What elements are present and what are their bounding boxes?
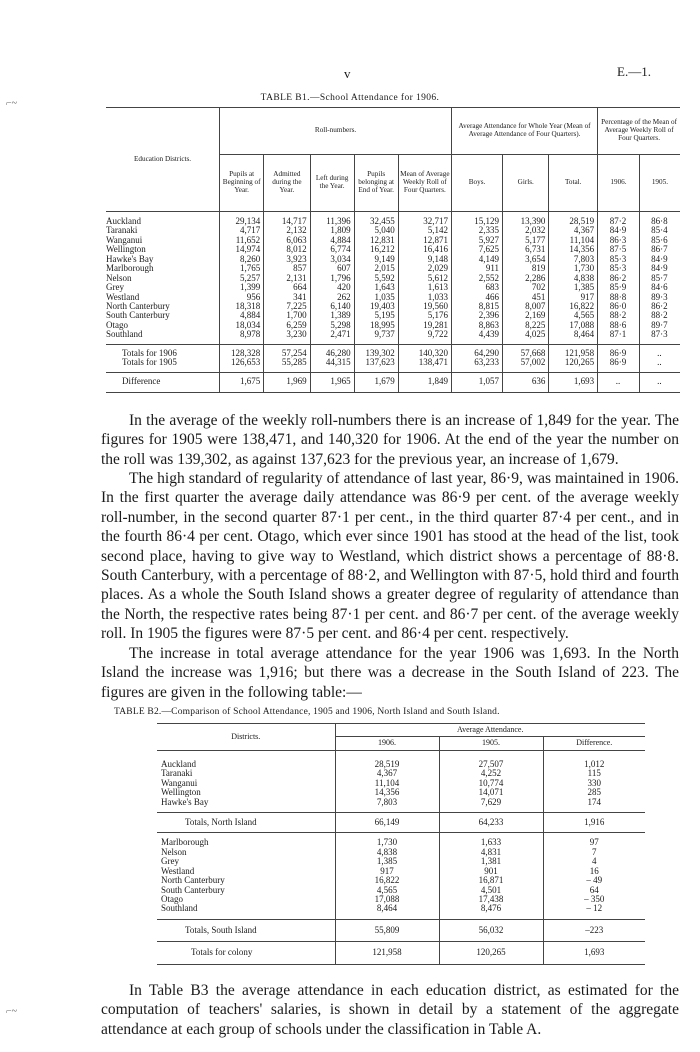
cell-value: 14,717 — [264, 212, 310, 227]
cell-value: 2,471 — [310, 330, 354, 344]
cell-value: 1,389 — [310, 311, 354, 320]
cell-value: 330 — [543, 779, 645, 788]
district-name: Totals for 1905 — [122, 357, 177, 368]
cell-value: 88·2 — [598, 311, 640, 320]
cell-value: 1,679 — [354, 372, 398, 392]
cell-value: – 12 — [543, 904, 645, 919]
cell-value: 138,471 — [398, 358, 451, 372]
cell-value: .. — [639, 344, 680, 358]
cell-value: .. — [598, 372, 640, 392]
cell-value: 8,464 — [549, 330, 598, 344]
cell-value: 4,025 — [503, 330, 549, 344]
cell-value: 1,969 — [264, 372, 310, 392]
paragraph-1: In the average of the weekly roll-numbers there is an increase of 1,849 for the year. The figures for 1905 were 138,471, and 140,320 for 1906. At the end of the year the number on the roll was 139,302, as against 137,623 for the previous year, an increase of 1,679. — [101, 412, 679, 468]
district-name: Totals, South Island — [185, 924, 257, 935]
cell-value: 13,390 — [503, 212, 549, 227]
district-name: Nelson — [161, 846, 187, 857]
district-name: Westland — [161, 865, 195, 876]
cell-value: 6,140 — [310, 302, 354, 311]
cell-value: 7,225 — [264, 302, 310, 311]
cell-value: 86·0 — [598, 302, 640, 311]
cell-value: 683 — [452, 283, 503, 292]
cell-value: 55,285 — [264, 358, 310, 372]
cell-value: 85·6 — [639, 236, 680, 245]
cell-value: 1,613 — [398, 283, 451, 292]
cell-value: 1,693 — [549, 372, 598, 392]
paragraph-3: The increase in total average attendance for the year 1906 was 1,693. In the North Island the increase was 1,916; but there was a decrease in the South Island of 223. The figures are given in the following table:— — [101, 645, 679, 701]
cell-value: – 350 — [543, 895, 645, 904]
cell-value: 32,717 — [398, 212, 451, 227]
table-row — [106, 212, 680, 227]
district-name: Hawke's Bay — [106, 253, 154, 264]
totals-row — [106, 344, 680, 358]
b2-col-difference: Difference. — [543, 737, 645, 750]
cell-value: 1,730 — [335, 833, 439, 848]
cell-value: 1,643 — [354, 283, 398, 292]
cell-value: 27,507 — [439, 750, 543, 769]
cell-value: 2,396 — [452, 311, 503, 320]
cell-value: 15,129 — [452, 212, 503, 227]
table-row — [157, 769, 645, 778]
cell-value: 89·7 — [639, 321, 680, 330]
cell-value: 12,871 — [398, 236, 451, 245]
cell-value: 5,592 — [354, 274, 398, 283]
cell-value: 19,281 — [398, 321, 451, 330]
b1-col-mean: Mean of Average Weekly Roll of Four Quarters. — [398, 155, 451, 212]
cell-value: 4,367 — [335, 769, 439, 778]
cell-value: 126,653 — [220, 358, 264, 372]
cell-value: 466 — [452, 293, 503, 302]
cell-value: 2,335 — [452, 226, 503, 235]
difference-row — [106, 372, 680, 392]
cell-value: 6,259 — [264, 321, 310, 330]
cell-value: 85·3 — [598, 264, 640, 273]
cell-value: 7,625 — [452, 245, 503, 254]
cell-value: 14,356 — [549, 245, 598, 254]
cell-value: 4,565 — [335, 886, 439, 895]
cell-value: 16,416 — [398, 245, 451, 254]
cell-value: 2,286 — [503, 274, 549, 283]
cell-value: 1,916 — [543, 812, 645, 832]
cell-value: 14,071 — [439, 788, 543, 797]
cell-value: 917 — [335, 867, 439, 876]
cell-value: 1,381 — [439, 857, 543, 866]
b1-roll-group-header: Roll-numbers. — [220, 108, 452, 155]
district-name: Southland — [161, 903, 198, 914]
district-name: Totals for colony — [191, 947, 253, 958]
cell-value: 87·2 — [598, 212, 640, 227]
district-name: South Canterbury — [106, 310, 170, 321]
b1-col-girls: Girls. — [503, 155, 549, 212]
cell-value: 12,831 — [354, 236, 398, 245]
cell-value: 5,177 — [503, 236, 549, 245]
cell-value: 14,356 — [335, 788, 439, 797]
cell-value: 1,849 — [398, 372, 451, 392]
cell-value: 1,033 — [398, 293, 451, 302]
cell-value: 7,803 — [335, 798, 439, 813]
cell-value: 1,730 — [549, 264, 598, 273]
cell-value: 64 — [543, 886, 645, 895]
cell-value: 2,132 — [264, 226, 310, 235]
cell-value: 86·7 — [639, 245, 680, 254]
cell-value: 4,831 — [439, 848, 543, 857]
cell-value: 4,149 — [452, 255, 503, 264]
cell-value: .. — [639, 358, 680, 372]
b2-col-1905: 1905. — [439, 737, 543, 750]
b1-col-1906: 1906. — [598, 155, 640, 212]
table-b2 — [157, 723, 645, 965]
cell-value: 5,612 — [398, 274, 451, 283]
cell-value: 4,439 — [452, 330, 503, 344]
cell-value: 2,015 — [354, 264, 398, 273]
cell-value: 18,995 — [354, 321, 398, 330]
cell-value: 7,629 — [439, 798, 543, 813]
cell-value: 901 — [439, 867, 543, 876]
cell-value: 3,034 — [310, 255, 354, 264]
cell-value: 607 — [310, 264, 354, 273]
cell-value: 1,796 — [310, 274, 354, 283]
cell-value: 84·9 — [598, 226, 640, 235]
cell-value: 4,717 — [220, 226, 264, 235]
cell-value: 29,134 — [220, 212, 264, 227]
cell-value: 702 — [503, 283, 549, 292]
cell-value: 11,104 — [335, 779, 439, 788]
cell-value: .. — [639, 372, 680, 392]
cell-value: 5,298 — [310, 321, 354, 330]
cell-value: 4,252 — [439, 769, 543, 778]
cell-value: 1,385 — [335, 857, 439, 866]
table-b1 — [106, 107, 680, 393]
cell-value: 8,863 — [452, 321, 503, 330]
cell-value: 1,700 — [264, 311, 310, 320]
cell-value: 89·3 — [639, 293, 680, 302]
b2-body — [157, 750, 645, 964]
table-row — [106, 330, 680, 344]
table-row — [157, 788, 645, 797]
cell-value: 88·2 — [639, 311, 680, 320]
cell-value: 9,737 — [354, 330, 398, 344]
cell-value: 1,765 — [220, 264, 264, 273]
cell-value: 28,519 — [549, 212, 598, 227]
district-name: Wanganui — [106, 234, 143, 245]
b1-col-1905: 1905. — [639, 155, 680, 212]
district-name: Difference — [122, 375, 161, 386]
cell-value: – 49 — [543, 876, 645, 885]
district-name: Hawke's Bay — [161, 796, 209, 807]
cell-value: 139,302 — [354, 344, 398, 358]
cell-value: 85·7 — [639, 274, 680, 283]
district-name: Marlborough — [161, 837, 209, 848]
cell-value: 1,675 — [220, 372, 264, 392]
cell-value: 11,104 — [549, 236, 598, 245]
cell-value: 9,722 — [398, 330, 451, 344]
table-row — [157, 798, 645, 813]
cell-value: 7 — [543, 848, 645, 857]
totals-row — [106, 358, 680, 372]
cell-value: 86·8 — [639, 212, 680, 227]
cell-value: 7,803 — [549, 255, 598, 264]
cell-value: 17,088 — [335, 895, 439, 904]
cell-value: 18,034 — [220, 321, 264, 330]
cell-value: 6,731 — [503, 245, 549, 254]
totals-row — [157, 919, 645, 941]
cell-value: 86·2 — [598, 274, 640, 283]
cell-value: 3,923 — [264, 255, 310, 264]
district-name: Auckland — [106, 216, 141, 226]
district-name: Totals, North Island — [185, 816, 257, 827]
cell-value: 2,169 — [503, 311, 549, 320]
cell-value: 6,063 — [264, 236, 310, 245]
cell-value: 4,884 — [310, 236, 354, 245]
cell-value: 85·9 — [598, 283, 640, 292]
cell-value: 5,040 — [354, 226, 398, 235]
page-number: v — [344, 66, 351, 81]
cell-value: 664 — [264, 283, 310, 292]
cell-value: 64,233 — [439, 812, 543, 832]
cell-value: 9,149 — [354, 255, 398, 264]
cell-value: 9,148 — [398, 255, 451, 264]
table-row — [157, 848, 645, 857]
table-row — [157, 895, 645, 904]
page-reference: E.—1. — [617, 64, 651, 79]
cell-value: 8,476 — [439, 904, 543, 919]
cell-value: 285 — [543, 788, 645, 797]
cell-value: 18,318 — [220, 302, 264, 311]
cell-value: 8,464 — [335, 904, 439, 919]
paragraph-4: In Table B3 the average attendance in each education district, as estimated for the computation of teachers' salaries, is shown in detail by a statement of the aggregate attendance at each group of schools under the classification in Table A. — [101, 982, 679, 1038]
b2-district-header: Districts. — [157, 724, 335, 751]
b2-avg-group-header: Average Attendance. — [335, 724, 645, 737]
cell-value: 1,693 — [543, 942, 645, 964]
cell-value: 911 — [452, 264, 503, 273]
cell-value: 1,399 — [220, 283, 264, 292]
cell-value: 57,254 — [264, 344, 310, 358]
table-row — [157, 867, 645, 876]
cell-value: 86·9 — [598, 344, 640, 358]
cell-value: 1,385 — [549, 283, 598, 292]
cell-value: 6,774 — [310, 245, 354, 254]
cell-value: 66,149 — [335, 812, 439, 832]
table-row — [157, 876, 645, 885]
b2-col-1906: 1906. — [335, 737, 439, 750]
table-row — [157, 779, 645, 788]
b1-col-left: Left during the Year. — [310, 155, 354, 212]
cell-value: 97 — [543, 833, 645, 848]
cell-value: 85·4 — [639, 226, 680, 235]
totals-row — [157, 812, 645, 832]
b1-avg-group-header: Average Attendance for Whole Year (Mean of Average Attendance of Four Quarters). — [452, 108, 598, 155]
table-row — [157, 857, 645, 866]
b1-pct-group-header: Percentage of the Mean of Average Weekly Roll of Four Quarters. — [598, 108, 680, 155]
cell-value: 341 — [264, 293, 310, 302]
cell-value: 4 — [543, 857, 645, 866]
paragraph-2: The high standard of regularity of attendance of last year, 86·9, was maintained in 1906. In the first quarter the average daily attendance was 86·9 per cent. of the average weekly roll-number, in the second quarter 87·1 per cent., in the third quarter 87·4 per cent., and in the fourth 86·4 per cent. Otago, which ever since 1901 has stood at the head of the list, took second place, having to give way to Westland, which district shows a percentage of 88·8. South Canterbury, with a percentage of 88·2, and Wellington with 87·5, hold third and fourth places. As a whole the South Island shows a greater degree of regularity of attendance than the North, the respective rates being 87·1 per cent. and 86·7 per cent. of the average weekly roll. In 1905 the figures were 87·5 per cent. and 86·4 per cent. respectively. — [101, 470, 679, 643]
cell-value: 57,668 — [503, 344, 549, 358]
cell-value: 10,774 — [439, 779, 543, 788]
cell-value: 120,265 — [439, 942, 543, 964]
cell-value: 11,652 — [220, 236, 264, 245]
cell-value: 84·9 — [639, 255, 680, 264]
cell-value: 857 — [264, 264, 310, 273]
cell-value: 16,822 — [335, 876, 439, 885]
district-name: Wellington — [161, 787, 201, 798]
cell-value: 16,871 — [439, 876, 543, 885]
totals-row — [157, 942, 645, 964]
cell-value: 86·3 — [598, 236, 640, 245]
cell-value: 4,565 — [549, 311, 598, 320]
cell-value: 84·6 — [639, 283, 680, 292]
cell-value: 4,838 — [549, 274, 598, 283]
cell-value: 16,212 — [354, 245, 398, 254]
district-name: Nelson — [106, 272, 132, 283]
cell-value: 17,088 — [549, 321, 598, 330]
cell-value: 55,809 — [335, 919, 439, 941]
b1-col-beginning: Pupils at Beginning of Year. — [220, 155, 264, 212]
cell-value: 128,328 — [220, 344, 264, 358]
cell-value: 88·8 — [598, 293, 640, 302]
district-name: Westland — [106, 291, 140, 302]
b1-col-boys: Boys. — [452, 155, 503, 212]
cell-value: 262 — [310, 293, 354, 302]
cell-value: 1,035 — [354, 293, 398, 302]
cell-value: 917 — [549, 293, 598, 302]
margin-mark: ⌐~ — [6, 98, 18, 109]
district-name: Grey — [161, 856, 179, 867]
cell-value: 8,260 — [220, 255, 264, 264]
cell-value: 1,633 — [439, 833, 543, 848]
cell-value: 1,965 — [310, 372, 354, 392]
cell-value: 1,012 — [543, 750, 645, 769]
cell-value: 87·5 — [598, 245, 640, 254]
cell-value: 451 — [503, 293, 549, 302]
cell-value: 17,438 — [439, 895, 543, 904]
cell-value: 5,176 — [398, 311, 451, 320]
district-name: Taranaki — [161, 768, 193, 779]
district-name: Wellington — [106, 244, 146, 255]
b1-col-end: Pupils belonging at End of Year. — [354, 155, 398, 212]
cell-value: 88·6 — [598, 321, 640, 330]
table-b2-title: TABLE B2.—Comparison of School Attendance, 1905 and 1906, North Island and South Island. — [114, 707, 500, 717]
cell-value: –223 — [543, 919, 645, 941]
cell-value: 16 — [543, 867, 645, 876]
cell-value: 3,654 — [503, 255, 549, 264]
cell-value: 420 — [310, 283, 354, 292]
cell-value: 63,233 — [452, 358, 503, 372]
cell-value: 819 — [503, 264, 549, 273]
cell-value: 2,552 — [452, 274, 503, 283]
cell-value: 11,396 — [310, 212, 354, 227]
district-name: Taranaki — [106, 225, 138, 236]
cell-value: 56,032 — [439, 919, 543, 941]
cell-value: 4,501 — [439, 886, 543, 895]
district-name: North Canterbury — [161, 875, 225, 886]
cell-value: 8,007 — [503, 302, 549, 311]
cell-value: 3,230 — [264, 330, 310, 344]
cell-value: 19,560 — [398, 302, 451, 311]
cell-value: 8,012 — [264, 245, 310, 254]
cell-value: 5,195 — [354, 311, 398, 320]
district-name: Southland — [106, 329, 143, 340]
cell-value: 121,958 — [549, 344, 598, 358]
district-name: Wanganui — [161, 777, 198, 788]
cell-value: 2,131 — [264, 274, 310, 283]
district-name: Totals for 1906 — [122, 347, 177, 358]
cell-value: 115 — [543, 769, 645, 778]
table-row — [157, 886, 645, 895]
cell-value: 5,142 — [398, 226, 451, 235]
margin-mark: ⌐~ — [6, 1006, 18, 1017]
cell-value: 86·9 — [598, 358, 640, 372]
cell-value: 85·3 — [598, 255, 640, 264]
district-name: Grey — [106, 282, 124, 293]
cell-value: 2,029 — [398, 264, 451, 273]
cell-value: 8,225 — [503, 321, 549, 330]
district-name: Otago — [106, 319, 128, 330]
cell-value: 120,265 — [549, 358, 598, 372]
cell-value: 32,455 — [354, 212, 398, 227]
cell-value: 636 — [503, 372, 549, 392]
b1-col-admitted: Admitted during the Year. — [264, 155, 310, 212]
cell-value: 4,884 — [220, 311, 264, 320]
cell-value: 19,403 — [354, 302, 398, 311]
table-row — [157, 904, 645, 919]
table-row — [157, 833, 645, 848]
cell-value: 46,280 — [310, 344, 354, 358]
cell-value: 16,822 — [549, 302, 598, 311]
cell-value: 4,838 — [335, 848, 439, 857]
cell-value: 84·9 — [639, 264, 680, 273]
table-row — [157, 750, 645, 769]
cell-value: 64,290 — [452, 344, 503, 358]
district-name: South Canterbury — [161, 884, 225, 895]
cell-value: 137,623 — [354, 358, 398, 372]
district-name: Otago — [161, 894, 183, 905]
cell-value: 14,974 — [220, 245, 264, 254]
cell-value: 1,809 — [310, 226, 354, 235]
cell-value: 8,815 — [452, 302, 503, 311]
cell-value: 28,519 — [335, 750, 439, 769]
table-b1-title: TABLE B1.—School Attendance for 1906. — [260, 93, 440, 103]
cell-value: 57,002 — [503, 358, 549, 372]
cell-value: 2,032 — [503, 226, 549, 235]
b1-col-total: Total. — [549, 155, 598, 212]
district-name: Marlborough — [106, 263, 154, 274]
cell-value: 87·1 — [598, 330, 640, 344]
cell-value: 956 — [220, 293, 264, 302]
cell-value: 4,367 — [549, 226, 598, 235]
cell-value: 86·2 — [639, 302, 680, 311]
b1-body — [106, 212, 680, 393]
cell-value: 5,257 — [220, 274, 264, 283]
cell-value: 8,978 — [220, 330, 264, 344]
district-name: Auckland — [161, 758, 196, 769]
cell-value: 5,927 — [452, 236, 503, 245]
cell-value: 1,057 — [452, 372, 503, 392]
cell-value: 174 — [543, 798, 645, 813]
b1-district-header: Education Districts. — [106, 108, 220, 212]
cell-value: 44,315 — [310, 358, 354, 372]
cell-value: 87·3 — [639, 330, 680, 344]
district-name: North Canterbury — [106, 300, 170, 311]
cell-value: 140,320 — [398, 344, 451, 358]
cell-value: 121,958 — [335, 942, 439, 964]
